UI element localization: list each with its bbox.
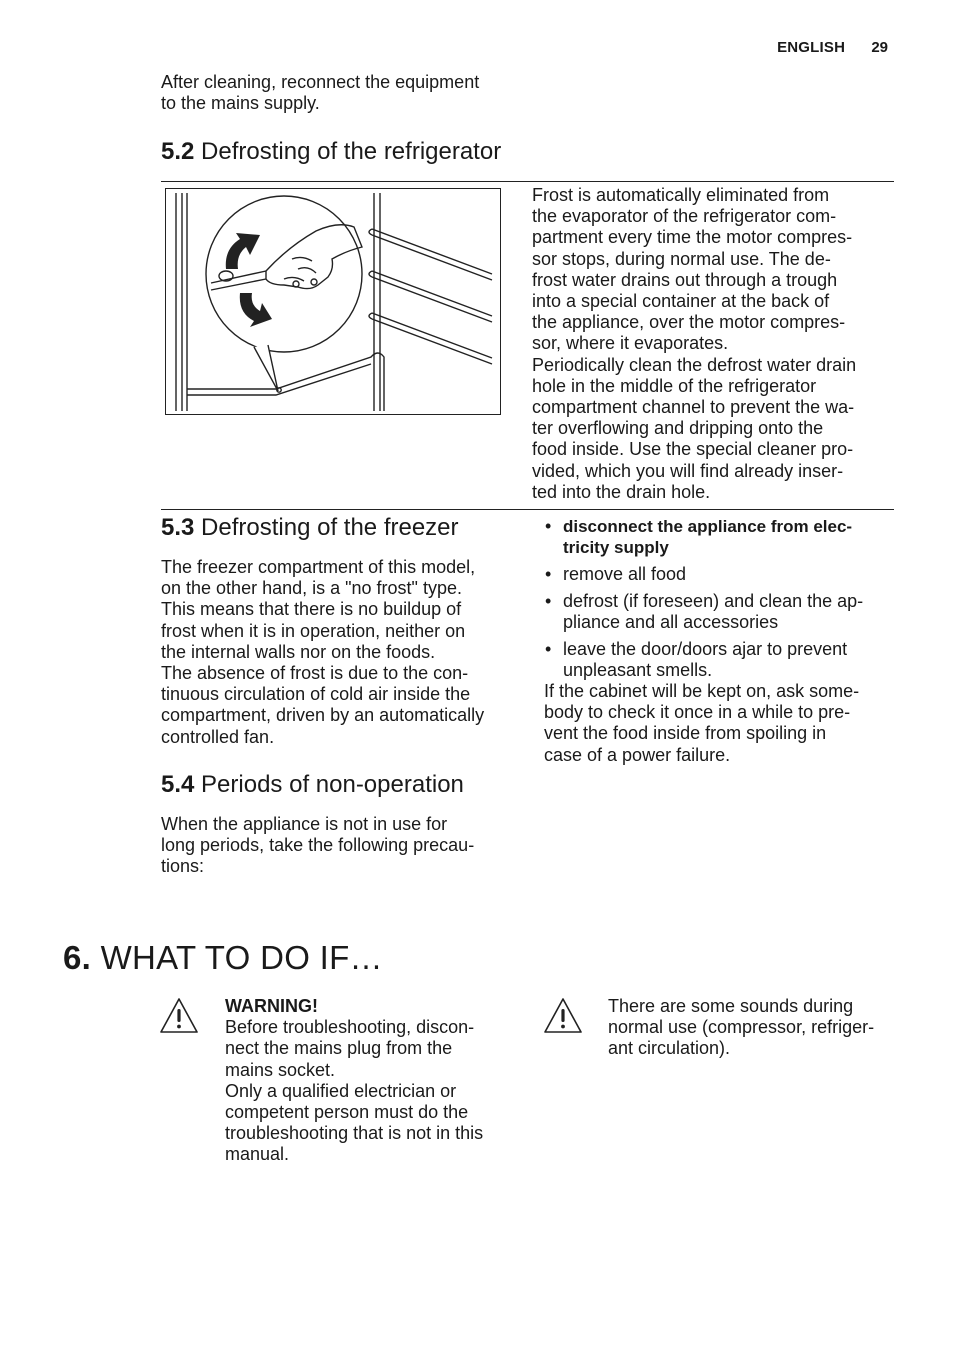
body-line: long periods, take the following precau-	[161, 835, 475, 856]
body-line: hole in the middle of the refrigerator	[532, 375, 817, 396]
intro-paragraph	[161, 72, 521, 114]
list-item	[544, 639, 894, 681]
section-number: 5.4	[161, 771, 195, 798]
body-line: The absence of frost is due to the con-	[161, 663, 469, 684]
bullet-dot: •	[545, 590, 552, 611]
warning-triangle-icon	[543, 997, 583, 1035]
warning-title: WARNING!	[225, 996, 318, 1016]
intro-line: to the mains supply.	[161, 93, 320, 114]
cabinet-kept-on-note	[544, 681, 894, 766]
item-line: pliance and all accessories	[563, 611, 779, 632]
item-line: unpleasant smells.	[563, 659, 713, 680]
warning-line: competent person must do the	[225, 1102, 469, 1123]
item-line: remove all food	[563, 563, 687, 584]
drain-hole-cleaning-illustration	[165, 188, 501, 415]
body-line: the appliance, over the motor compres-	[532, 312, 846, 333]
body-line: When the appliance is not in use for	[161, 814, 448, 834]
body-line: tions:	[161, 856, 205, 877]
bullet-dot: •	[545, 516, 552, 536]
page-number: 29	[871, 39, 888, 56]
body-line: ted into the drain hole.	[532, 481, 711, 502]
note-line: ant circulation).	[608, 1038, 731, 1059]
body-line: frost water drains out through a trough	[532, 269, 838, 290]
body-line: vided, which you will find already inser-	[532, 460, 844, 481]
body-line: This means that there is no buildup of	[161, 599, 462, 620]
warning-line: manual.	[225, 1144, 290, 1165]
item-line: leave the door/doors ajar to prevent	[563, 638, 848, 659]
body-line: case of a power failure.	[544, 744, 731, 765]
chapter-title: WHAT TO DO IF…	[100, 939, 383, 976]
section-5-3-heading	[161, 514, 459, 542]
section-rule	[161, 509, 894, 510]
warning-line: mains socket.	[225, 1059, 336, 1080]
body-line: Frost is automatically eliminated from	[532, 185, 830, 205]
body-line: If the cabinet will be kept on, ask some-	[544, 680, 860, 701]
body-line: compartment channel to prevent the wa-	[532, 397, 855, 418]
body-line: The freezer compartment of this model,	[161, 557, 476, 577]
warning-line: troubleshooting that is not in this	[225, 1123, 484, 1144]
bullet-dot: •	[545, 563, 552, 584]
body-line: sor, where it evaporates.	[532, 333, 729, 354]
body-line: the evaporator of the refrigerator com-	[532, 206, 837, 227]
non-operation-precautions	[544, 516, 894, 766]
page-header	[777, 39, 888, 57]
body-line: tinuous circulation of cold air inside the	[161, 684, 471, 705]
section-title: Defrosting of the freezer	[201, 514, 459, 541]
warning-line: Before troubleshooting, discon-	[225, 1017, 475, 1038]
body-line: into a special container at the back of	[532, 291, 830, 312]
list-item	[544, 516, 894, 558]
list-item	[544, 591, 894, 633]
section-5-2-body	[532, 185, 897, 503]
section-5-4-heading	[161, 771, 464, 799]
sounds-note	[608, 996, 903, 1060]
note-line: normal use (compressor, refriger-	[608, 1017, 875, 1038]
body-line: compartment, driven by an automatically	[161, 705, 485, 726]
section-rule	[161, 181, 894, 182]
body-line: controlled fan.	[161, 726, 275, 747]
section-5-4-body	[161, 814, 521, 878]
section-5-3-body	[161, 557, 521, 748]
body-line: vent the food inside from spoiling in	[544, 723, 827, 744]
body-line: partment every time the motor compres-	[532, 227, 853, 248]
body-line: the internal walls nor on the foods.	[161, 641, 436, 662]
section-number: 5.3	[161, 514, 195, 541]
body-line: body to check it once in a while to pre-	[544, 702, 851, 723]
chapter-number: 6.	[63, 939, 92, 976]
body-line: food inside. Use the special cleaner pro-	[532, 439, 854, 460]
precautions-list	[544, 516, 894, 681]
list-item	[544, 564, 894, 585]
warning-triangle-icon	[159, 997, 199, 1035]
header-language: ENGLISH	[777, 39, 846, 56]
drain-hole-illustration-svg	[166, 189, 500, 414]
chapter-6-heading	[63, 939, 383, 977]
warning-line: nect the mains plug from the	[225, 1038, 453, 1059]
warning-block	[225, 996, 525, 1166]
intro-line: After cleaning, reconnect the equipment	[161, 72, 480, 92]
item-line: disconnect the appliance from elec-	[563, 517, 853, 536]
body-line: ter overflowing and dripping onto the	[532, 418, 824, 439]
item-line: defrost (if foreseen) and clean the ap-	[563, 590, 864, 611]
item-line: tricity supply	[563, 538, 669, 558]
body-line: sor stops, during normal use. The de-	[532, 248, 831, 269]
note-line: There are some sounds during	[608, 996, 854, 1016]
section-title: Periods of non-operation	[201, 771, 464, 798]
section-title: Defrosting of the refrigerator	[201, 138, 502, 165]
body-line: Periodically clean the defrost water drain	[532, 354, 857, 375]
section-number: 5.2	[161, 138, 195, 165]
body-line: on the other hand, is a "no frost" type.	[161, 578, 462, 599]
section-5-2-heading	[161, 138, 501, 166]
bullet-dot: •	[545, 638, 552, 659]
body-line: frost when it is in operation, neither on	[161, 620, 466, 641]
warning-line: Only a qualified electrician or	[225, 1080, 457, 1101]
